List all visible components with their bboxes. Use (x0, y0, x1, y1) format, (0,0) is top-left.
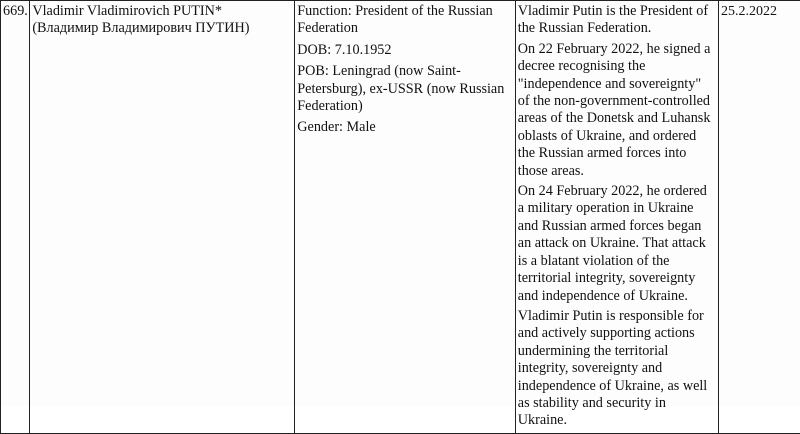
entry-number-cell (1, 1, 30, 434)
identifying-info-cell (295, 1, 515, 434)
reason-paragraph: Vladimir Putin is responsible for and actively supporting actions undermining the territorial integrity, sovereignty and independence of Ukraine, as well as stability and security in Ukraine. (518, 308, 716, 430)
name-cyrillic: (Владимир Владимирович ПУТИН) (32, 20, 292, 37)
dob-line: DOB: 7.10.1952 (297, 42, 512, 59)
entry-number: 669. (3, 3, 27, 20)
gender-line: Gender: Male (297, 119, 512, 136)
name-latin: Vladimir Vladimirovich PUTIN* (32, 3, 292, 20)
date-of-listing: 25.2.2022 (721, 4, 777, 19)
reasons-cell (515, 1, 718, 434)
reason-paragraph: On 22 February 2022, he signed a decree recognising the "independence and sovereignty" of the non-government-controlled areas of the Donetsk and Luhansk oblasts of Ukraine, and ordered the Russian armed forces into those areas. (518, 41, 716, 180)
function-line: Function: President of the Russian Federation (297, 3, 512, 38)
reason-paragraph: On 24 February 2022, he ordered a military operation in Ukraine and Russian armed forces began an attack on Ukraine. That attack is a blatant violation of the territorial integrity, sovereignty and independence of Ukraine. (518, 183, 716, 305)
reason-paragraph: Vladimir Putin is the President of the Russian Federation. (518, 3, 716, 38)
pob-line: POB: Leningrad (now Saint-Petersburg), ex-USSR (now Russian Federation) (297, 63, 512, 115)
date-of-listing-cell (719, 1, 800, 434)
table-row (1, 1, 800, 434)
name-cell (30, 1, 295, 434)
